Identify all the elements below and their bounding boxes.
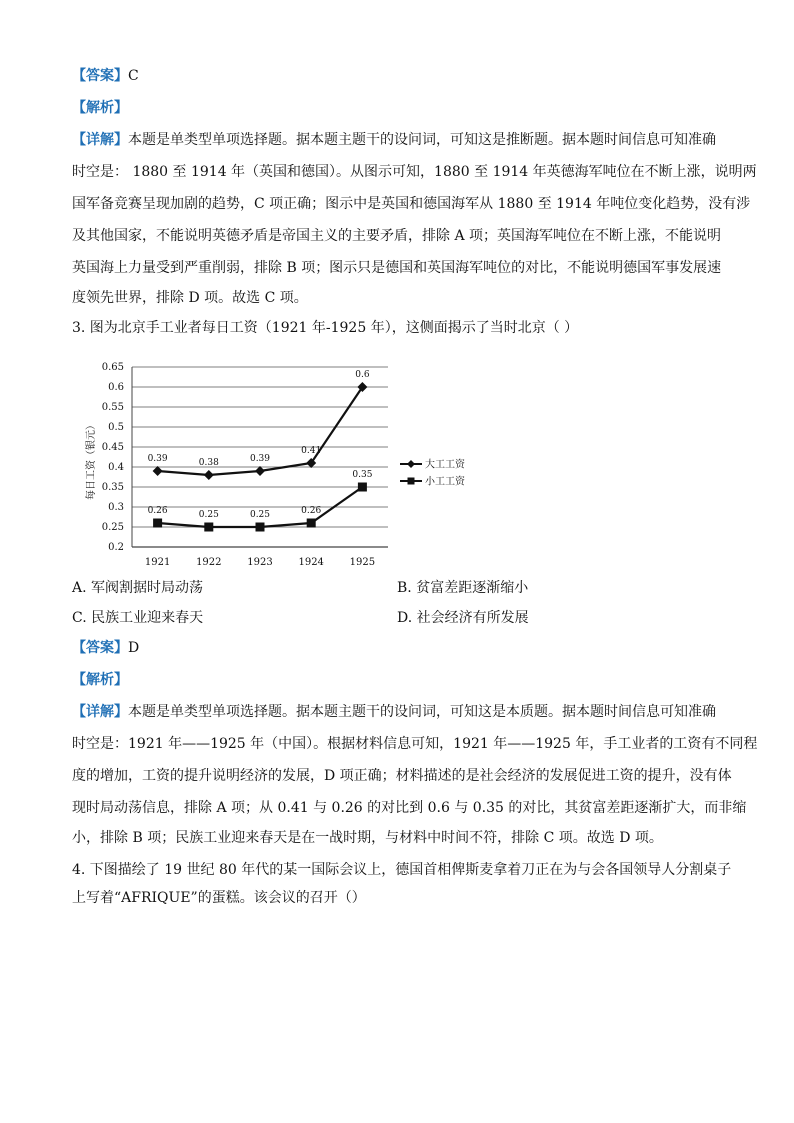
series-da-gong xyxy=(147,370,373,480)
q3-answer-line xyxy=(72,638,139,658)
y-tick-label: 0.6 xyxy=(108,382,124,393)
q3-option-b: B. 贫富差距逐渐缩小 xyxy=(397,580,529,596)
q3-analysis-heading xyxy=(72,670,128,690)
q2-detail-line-4: 英国海上力量受到严重削弱，排除 B 项；图示只是德国和英国海军吨位的对比，不能说明德国军事发展速 xyxy=(72,260,722,276)
q2-detail-line-1: 时空是： 1880 至 1914 年（英国和德国）。从图示可知，1880 至 1914 年英德海军吨位在不断上涨，说明两 xyxy=(72,164,757,180)
data-point xyxy=(204,470,214,480)
q3-option-d: D. 社会经济有所发展 xyxy=(397,610,529,626)
q2-analysis-heading xyxy=(72,98,128,118)
q4-stem-line-1: 上写着“AFRIQUE”的蛋糕。该会议的召开（） xyxy=(72,890,366,906)
x-tick-label: 1922 xyxy=(196,557,222,568)
chart-y-tick-labels xyxy=(102,362,124,553)
data-point xyxy=(358,483,367,492)
legend-label: 小工工资 xyxy=(425,476,465,488)
q3-detail-line-0 xyxy=(72,702,716,722)
x-tick-label: 1925 xyxy=(349,557,376,568)
y-tick-label: 0.55 xyxy=(101,402,124,413)
y-tick-label: 0.35 xyxy=(101,482,124,493)
q4-stem-line-0: 4. 下图描绘了 19 世纪 80 年代的某一国际会议上，德国首相俾斯麦拿着刀正在为与会各国领导人分割桌子 xyxy=(72,862,732,878)
chart-y-axis-label: 每日工资（银元） xyxy=(86,420,97,500)
data-point xyxy=(204,523,213,532)
data-label: 0.41 xyxy=(301,446,322,456)
y-tick-label: 0.65 xyxy=(101,362,124,373)
data-point xyxy=(256,523,265,532)
q3-stem: 3. 图为北京手工业者每日工资（1921 年-1925 年），这侧面揭示了当时北京（ ） xyxy=(72,320,579,336)
chart-x-tick-labels xyxy=(145,557,375,568)
data-label: 0.39 xyxy=(249,454,271,464)
data-label: 0.38 xyxy=(198,458,219,468)
data-label: 0.39 xyxy=(147,454,168,464)
data-point xyxy=(255,466,265,476)
q3-analysis-tag: 【解析】 xyxy=(72,672,128,688)
q3-detail-line-4: 小，排除 B 项；民族工业迎来春天是在一战时期，与材料中时间不符，排除 C 项。故选 D 项。 xyxy=(72,830,663,846)
data-label: 0.25 xyxy=(249,510,271,520)
q2-detail-line-3: 及其他国家，不能说明英德矛盾是帝国主义的主要矛盾，排除 A 项；英国海军吨位在不断上涨，不能说明 xyxy=(72,228,722,244)
wage-line-chart xyxy=(72,352,502,574)
q3-answer-tag: 【答案】 xyxy=(72,640,128,656)
data-point xyxy=(153,519,162,528)
x-tick-label: 1921 xyxy=(144,557,171,568)
chart-legend xyxy=(400,458,466,488)
legend-label: 大工工资 xyxy=(425,459,465,471)
q3-answer-value: D xyxy=(128,640,140,656)
data-label: 0.35 xyxy=(352,470,373,480)
q3-detail-text-0: 本题是单类型单项选择题。据本题主题干的设问词，可知这是本质题。据本题时间信息可知准确 xyxy=(128,704,716,720)
q2-detail-line-5: 度领先世界，排除 D 项。故选 C 项。 xyxy=(72,290,308,306)
q2-detail-tag: 【详解】 xyxy=(72,132,128,148)
legend-item xyxy=(400,458,466,471)
data-label: 0.6 xyxy=(355,370,370,380)
legend-item xyxy=(400,475,466,488)
x-tick-label: 1924 xyxy=(298,557,324,568)
y-tick-label: 0.25 xyxy=(101,522,124,533)
data-label: 0.26 xyxy=(147,506,168,516)
legend-marker xyxy=(407,460,415,468)
legend-marker xyxy=(408,478,415,485)
q3-detail-line-3: 现时局动荡信息，排除 A 项；从 0.41 与 0.26 的对比到 0.6 与 0.35 的对比，其贫富差距逐渐扩大，而非缩 xyxy=(72,800,747,816)
q2-analysis-tag: 【解析】 xyxy=(72,100,128,116)
q3-detail-tag: 【详解】 xyxy=(72,704,128,720)
data-label: 0.25 xyxy=(198,510,219,520)
data-label: 0.26 xyxy=(301,506,322,516)
q2-answer-tag: 【答案】 xyxy=(72,68,128,84)
y-tick-label: 0.45 xyxy=(101,442,124,453)
q2-answer-value: C xyxy=(128,68,139,84)
q3-option-c: C. 民族工业迎来春天 xyxy=(72,610,204,626)
y-tick-label: 0.3 xyxy=(108,502,124,513)
data-point xyxy=(153,466,163,476)
q2-detail-line-0 xyxy=(72,130,716,150)
y-tick-label: 0.2 xyxy=(108,542,124,553)
y-tick-label: 0.4 xyxy=(108,462,124,473)
q2-answer-line xyxy=(72,66,139,86)
q2-detail-line-2: 国军备竞赛呈现加剧的趋势，C 项正确；图示中是英国和德国海军从 1880 至 1914 年吨位变化趋势，没有涉 xyxy=(72,196,751,212)
data-point xyxy=(307,519,316,528)
q2-detail-text-0: 本题是单类型单项选择题。据本题主题干的设问词，可知这是推断题。据本题时间信息可知准确 xyxy=(128,132,716,148)
series-xiao-gong xyxy=(148,470,373,532)
q3-detail-line-1: 时空是：1921 年——1925 年（中国）。根据材料信息可知，1921 年——1925 年，手工业者的工资有不同程 xyxy=(72,736,758,752)
y-tick-label: 0.5 xyxy=(108,422,124,433)
q3-detail-line-2: 度的增加，工资的提升说明经济的发展，D 项正确；材料描述的是社会经济的发展促进工资的提升，没有体 xyxy=(72,768,732,784)
x-tick-label: 1923 xyxy=(247,557,273,568)
q3-option-a: A. 军阀割据时局动荡 xyxy=(72,580,204,596)
